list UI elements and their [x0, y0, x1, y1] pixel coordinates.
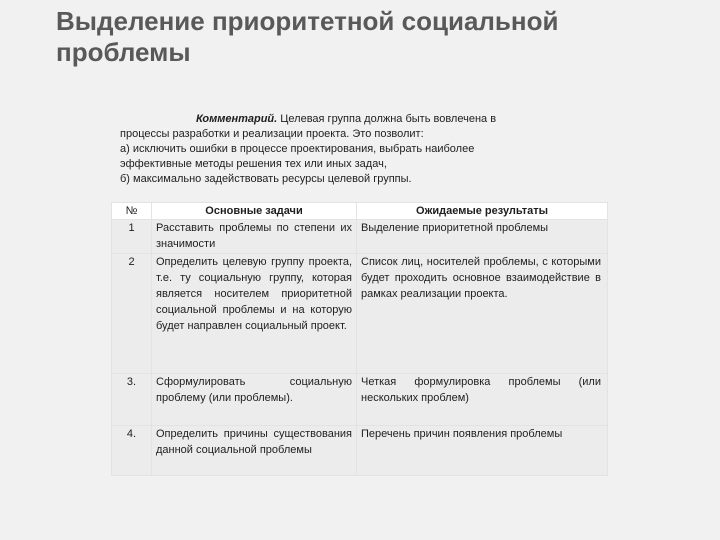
- row-result: Перечень причин появления проблемы: [357, 426, 608, 476]
- comment-line-5: б) максимально задействовать ресурсы целевой группы.: [120, 173, 412, 185]
- table-row: [112, 426, 608, 476]
- table-row: [112, 374, 608, 426]
- comment-text-1: Целевая группа должна быть вовлечена в: [277, 113, 497, 125]
- row-task: Определить причины существования данной социальной проблемы: [152, 426, 357, 476]
- comment-block: [120, 112, 540, 187]
- row-num: 4.: [112, 426, 152, 476]
- row-task: Сформулировать социальную проблему (или проблемы).: [152, 374, 357, 426]
- comment-line-1: [120, 112, 540, 127]
- header-task: Основные задачи: [152, 203, 357, 220]
- slide-title: Выделение приоритетной социальной проблемы: [56, 6, 559, 67]
- comment-line-2: процессы разработки и реализации проекта. Это позволит:: [120, 128, 424, 140]
- comment-line-3: а) исключить ошибки в процессе проектирования, выбрать наиболее: [120, 143, 475, 155]
- row-task: Расставить проблемы по степени их значимости: [152, 220, 357, 254]
- comment-label: Комментарий.: [196, 113, 278, 125]
- row-num: 2: [112, 254, 152, 374]
- row-result: Список лиц, носителей проблемы, с которыми будет проходить основное взаимодействие в рамках реализации проекта.: [357, 254, 608, 374]
- header-num: №: [112, 203, 152, 220]
- row-task: Определить целевую группу проекта, т.е. ту социальную группу, которая является носителем приоритетной социальной проблемы и на которую будет направлен социальный проект.: [152, 254, 357, 374]
- row-result: Выделение приоритетной проблемы: [357, 220, 608, 254]
- row-result: Четкая формулировка проблемы (или нескольких проблем): [357, 374, 608, 426]
- table-row: [112, 220, 608, 254]
- row-num: 1: [112, 220, 152, 254]
- comment-line-4: эффективные методы решения тех или иных задач,: [120, 158, 387, 170]
- table-header-row: [112, 203, 608, 220]
- row-num: 3.: [112, 374, 152, 426]
- header-result: Ожидаемые результаты: [357, 203, 608, 220]
- table-row: [112, 254, 608, 374]
- tasks-table: [111, 202, 608, 476]
